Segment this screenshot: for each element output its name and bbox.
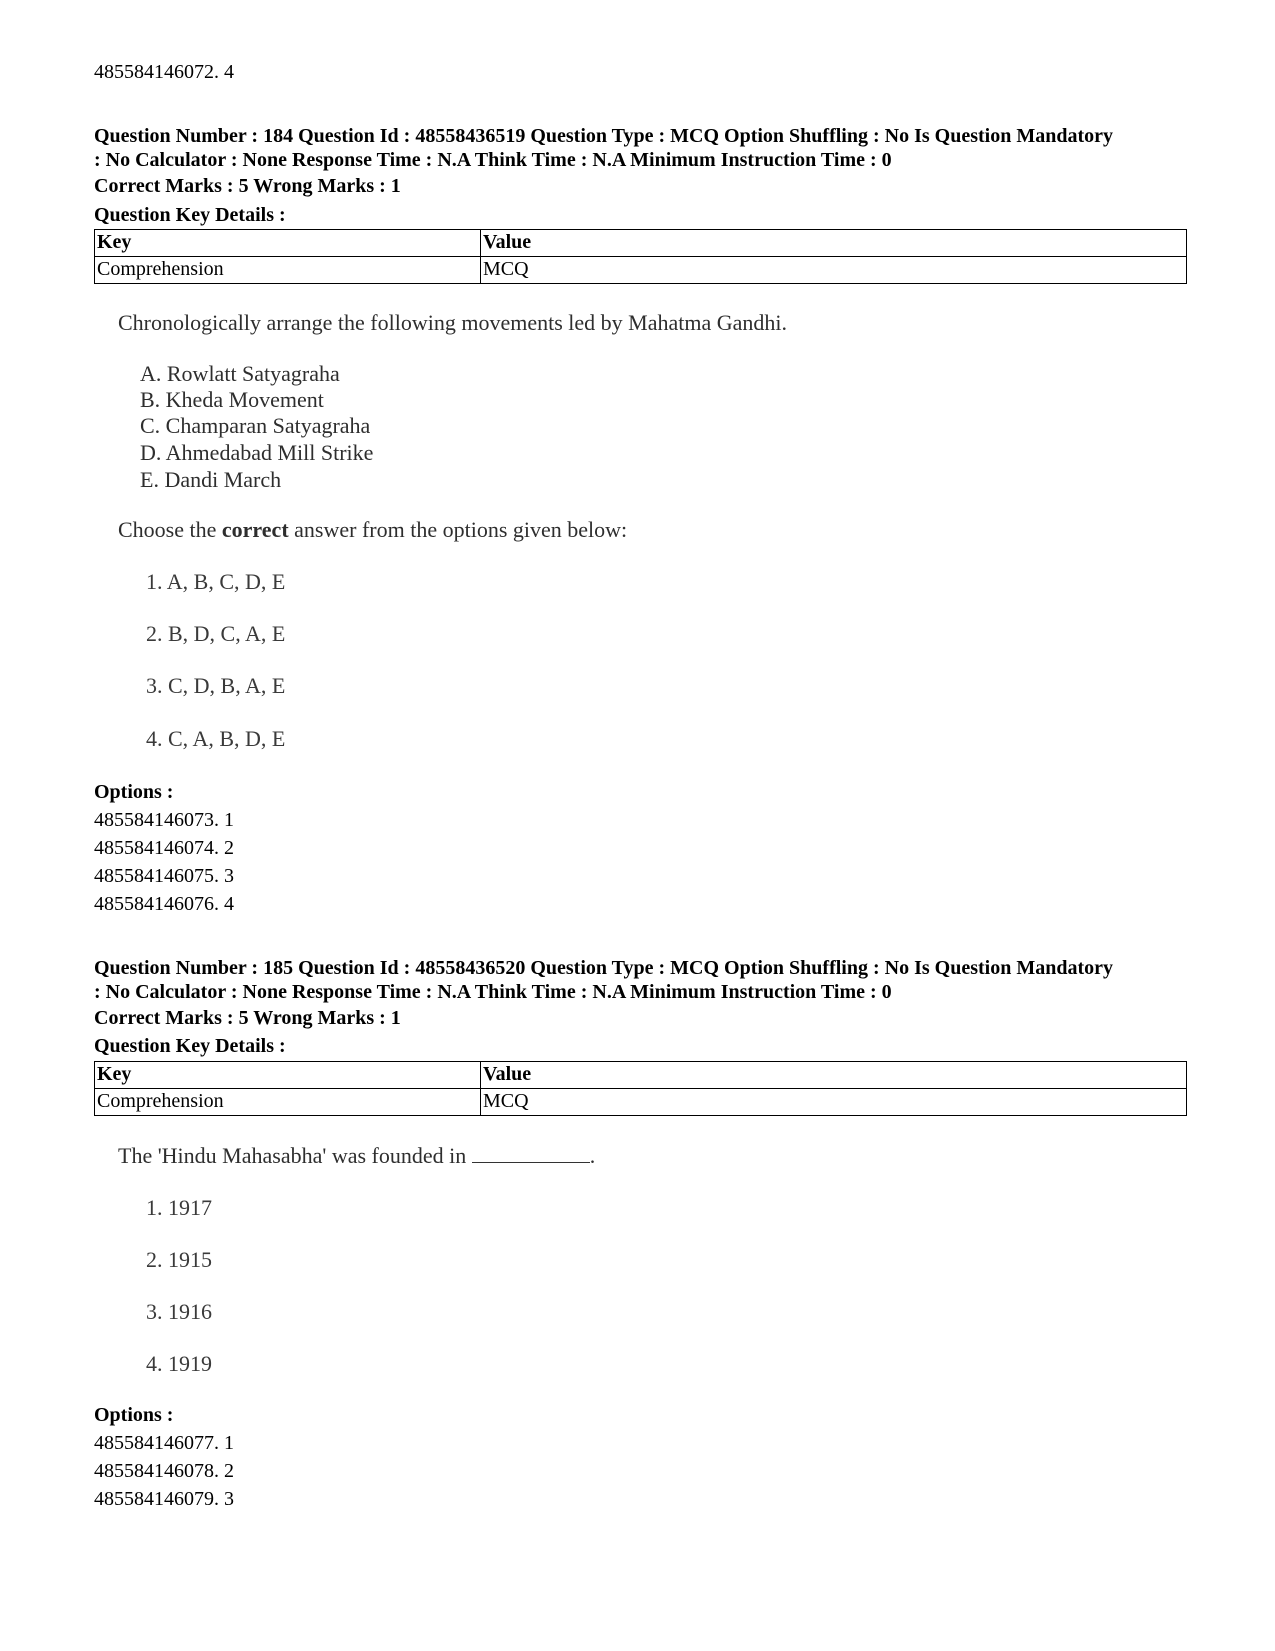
instruction-emphasis: correct [221, 517, 289, 542]
option-line: 485584146077. 1 [94, 1432, 234, 1454]
list-item: B. Kheda Movement [140, 387, 324, 412]
option-line: 485584146079. 3 [94, 1488, 234, 1510]
list-item: E. Dandi March [140, 467, 282, 492]
fill-in-blank [472, 1144, 590, 1163]
answer-choice: 1. 1917 [146, 1195, 212, 1220]
key-header-cell: Key [95, 1062, 481, 1089]
question-header-line2: : No Calculator : None Response Time : N.A Think Time : N.A Minimum Instruction Time : 0 [94, 149, 892, 171]
option-line: 485584146078. 2 [94, 1460, 234, 1482]
key-details-table [94, 1061, 1187, 1116]
list-item: C. Champaran Satyagraha [140, 413, 371, 438]
table-header-row [95, 1062, 1187, 1089]
options-label: Options : [94, 781, 174, 803]
stem-text: . [589, 1143, 596, 1168]
value-cell: MCQ [481, 1089, 1187, 1116]
question-header [94, 956, 1194, 1004]
option-line: 485584146074. 2 [94, 837, 234, 859]
table-row [95, 1089, 1187, 1116]
value-cell: MCQ [481, 257, 1187, 284]
answer-instruction [118, 517, 627, 543]
question-header-line2: : No Calculator : None Response Time : N.A Think Time : N.A Minimum Instruction Time : 0 [94, 981, 892, 1003]
list-item: D. Ahmedabad Mill Strike [140, 440, 374, 465]
instruction-text: answer from the options given below: [288, 517, 628, 542]
key-cell: Comprehension [95, 257, 481, 284]
key-header-cell: Key [95, 230, 481, 257]
option-line: 485584146075. 3 [94, 865, 234, 887]
answer-choice: 4. 1919 [146, 1351, 212, 1376]
key-details-table [94, 229, 1187, 284]
instruction-text: Choose the [118, 517, 222, 542]
options-label: Options : [94, 1404, 174, 1426]
option-line: 485584146073. 1 [94, 809, 234, 831]
marks-line: Correct Marks : 5 Wrong Marks : 1 [94, 175, 401, 197]
list-item: A. Rowlatt Satyagraha [140, 361, 340, 386]
answer-choice: 1. A, B, C, D, E [146, 569, 286, 594]
table-row [95, 257, 1187, 284]
stem-text: The 'Hindu Mahasabha' was founded in [118, 1143, 472, 1168]
table-header-row [95, 230, 1187, 257]
answer-choice: 2. B, D, C, A, E [146, 621, 286, 646]
question-stem: Chronologically arrange the following movements led by Mahatma Gandhi. [118, 310, 788, 335]
key-details-label: Question Key Details : [94, 1035, 286, 1057]
question-header-line1: Question Number : 184 Question Id : 48558436519 Question Type : MCQ Option Shuffling : No Is Question Mandatory [94, 125, 1113, 147]
answer-choice: 3. 1916 [146, 1299, 212, 1324]
answer-choice: 2. 1915 [146, 1247, 212, 1272]
key-cell: Comprehension [95, 1089, 481, 1116]
question-stem [118, 1143, 595, 1169]
answer-choice: 3. C, D, B, A, E [146, 673, 286, 698]
question-header [94, 124, 1194, 172]
value-header-cell: Value [481, 230, 1187, 257]
key-details-label: Question Key Details : [94, 204, 286, 226]
marks-line: Correct Marks : 5 Wrong Marks : 1 [94, 1007, 401, 1029]
question-header-line1: Question Number : 185 Question Id : 48558436520 Question Type : MCQ Option Shuffling : No Is Question Mandatory [94, 957, 1113, 979]
option-line: 485584146076. 4 [94, 893, 234, 915]
previous-option-line: 485584146072. 4 [94, 61, 234, 83]
value-header-cell: Value [481, 1062, 1187, 1089]
answer-choice: 4. C, A, B, D, E [146, 726, 286, 751]
